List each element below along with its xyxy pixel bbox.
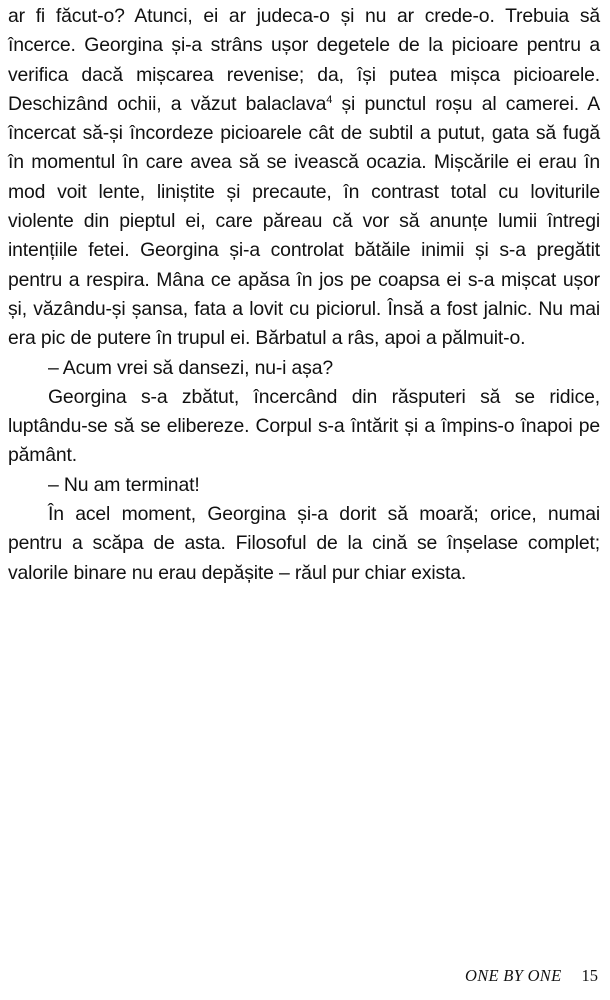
paragraph-continued bbox=[8, 2, 600, 354]
paragraph-text-part: și punctul roșu al camerei. A încercat să-și încordeze picioarele cât de subtil a putut, gata să fugă în momentul în care avea să se ivească ocazia. Mișcările ei erau în mod voit lente, liniștite și precaute, în contrast total cu loviturile violente din pieptul ei, care păreau că vor să anunțe lumii întregi intențiile fetei. Georgina și-a controlat bătăile inimii și s-a pregătit pentru a respira. Mâna ce apăsa în jos pe coapsa ei s-a mișcat ușor și, văzându-și șansa, fata a lovit cu piciorul. Însă a fost jalnic. Nu mai era pic de putere în trupul ei. Bărbatul a râs, apoi a pălmuit-o. bbox=[8, 92, 600, 350]
paragraph-moment: În acel moment, Georgina și-a dorit să moară; orice, numai pentru a scăpa de asta. Filosoful de la cină se înșelase complet; valorile binare nu erau depășite – răul pur chiar exista. bbox=[8, 503, 600, 584]
footnote-marker: 4 bbox=[326, 93, 333, 106]
page-number: 15 bbox=[581, 966, 598, 985]
dialogue-line-dance: – Acum vrei să dansezi, nu-i așa? bbox=[48, 356, 333, 379]
paragraph-struggle: Georgina s-a zbătut, încercând din răsputeri să se ridice, luptându-se să se elibereze. Corpul s-a întărit și a împins-o înapoi pe pământ. bbox=[8, 385, 600, 467]
book-title: ONE BY ONE bbox=[464, 966, 562, 985]
running-footer bbox=[465, 966, 598, 986]
dialogue-line-not-finished: – Nu am terminat! bbox=[48, 473, 200, 496]
paragraph-text-part: ar fi făcut-o? Atunci, ei ar judeca-o și nu ar crede-o. Trebuia să încerce. Georgina și-a strâns ușor degetele de la picioare pentru a verifica dacă mișcarea revenise; da, își putea mișca picioarele. Deschizând ochii, a văzut balaclava bbox=[8, 5, 600, 115]
page-body-text bbox=[8, 2, 600, 588]
